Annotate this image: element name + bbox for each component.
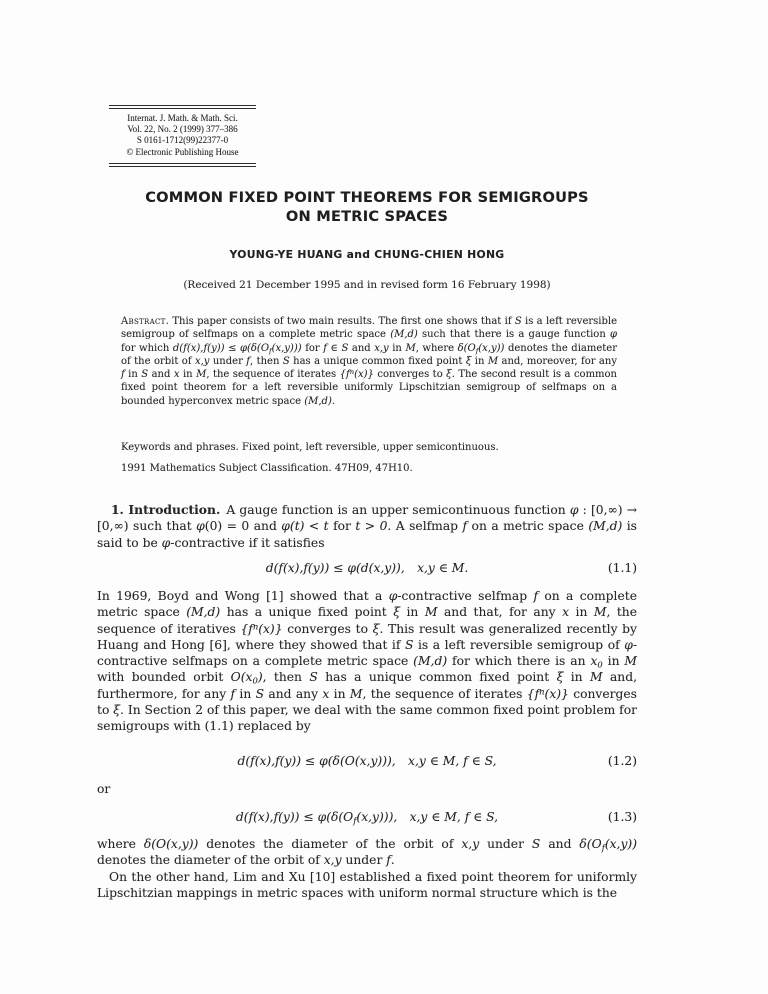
title-line-2: ON METRIC SPACES — [285, 207, 449, 225]
equation-1-2-body: d(f(x),f(y)) ≤ φ(δ(O(x,y))), x,y ∈ M, f ∈ S, — [237, 754, 497, 768]
equation-1-3-body: $d(f(x),f(y)) \le \varphi(\delta(O_f(x,y)))$, x,y ∈ M, f ∈ S, — [235, 810, 499, 826]
journal-header-box — [109, 105, 256, 167]
journal-publisher: © Electronic Publishing House — [126, 146, 239, 157]
equation-1-3 — [97, 810, 637, 828]
journal-name: Internat. J. Math. & Math. Sci. — [127, 112, 238, 123]
paragraph-boyd-wong: In 1969, Boyd and Wong [1] showed that a φ-contractive selfmap f on a complete metric space (M,d) has a unique fixed point ξ in M and that, for any x in M, the sequence of iteratives $\{f^n(x)\}$ converges to ξ. This result was generalized recently by Huang and Hong [6], where they showed that if S is a left reversible semigroup of φ-contractive selfmaps on a complete metric space (M,d) for which there is an $x_0$ in M with bounded orbit $O(x_0)$, then S has a unique common fixed point ξ in M and, furthermore, for any f in S and any x in M, the sequence of iterates $\{f^n(x)\}$ converges to ξ. In Section 2 of this paper, we deal with the same common fixed point problem for semigroups with (1.1) replaced by — [97, 589, 638, 734]
journal-info — [109, 109, 256, 164]
keywords-line: Keywords and phrases. Fixed point, left reversible, upper semicontinuous. — [121, 442, 499, 453]
equation-1-2 — [97, 754, 637, 772]
msc-line: 1991 Mathematics Subject Classification. 47H09, 47H10. — [121, 463, 413, 474]
paragraph-other-hand: On the other hand, Lim and Xu [10] established a fixed point theorem for uniformly Lipschitzian mappings in metric spaces with uniform normal structure which is the — [97, 870, 637, 901]
paper-title — [97, 189, 637, 226]
received-line: (Received 21 December 1995 and in revised form 16 February 1998) — [183, 279, 551, 291]
equation-1-1 — [97, 561, 637, 579]
equation-1-1-body: d(f(x),f(y)) ≤ φ(d(x,y)), x,y ∈ M. — [265, 561, 469, 575]
equation-1-3-number: (1.3) — [607, 810, 637, 824]
equation-1-2-number: (1.2) — [607, 754, 637, 768]
journal-issn-code: S 0161-1712(99)22377-0 — [136, 135, 229, 146]
title-line-1: COMMON FIXED POINT THEOREMS FOR SEMIGROUPS — [145, 189, 589, 206]
authors-line: YOUNG-YE HUANG and CHUNG-CHIEN HONG — [229, 248, 505, 261]
paragraph-introduction: 1. Introduction. A gauge function is an upper semicontinuous function φ : [0,∞) → [0,∞) such that φ(0) = 0 and φ(t) < t for t > 0. A selfmap f on a metric space (M,d) is said to be φ-contractive if it satisfies — [97, 502, 637, 550]
double-rule-bottom — [109, 163, 256, 167]
equation-1-1-number: (1.1) — [607, 561, 637, 575]
abstract-text: Abstract. This paper consists of two main results. The first one shows that if S is a left reversible semigroup of selfmaps on a complete metric space (M,d) such that there is a gauge function φ for which $d(f(x),f(y)) \le \varphi(\delta(O_f(x,y)))$ for f ∈ S and x,y in M, where $\delta(O_f(x,y))$ denotes the diameter of the orbit of x,y under f, then S has a unique common fixed point ξ in M and, moreover, for any f in S and x in M, the sequence of iterates $\{f^n(x)\}$ converges to ξ. The second result is a common fixed point theorem for a left reversible uniformly Lipschitzian semigroup of selfmaps on a bounded hyperconvex metric space (M,d). — [121, 316, 617, 407]
paragraph-where: where δ(O(x,y)) denotes the diameter of the orbit of x,y under S and $\delta(O_f(x,y))$ denotes the diameter of the orbit of x,y under f. — [97, 837, 637, 868]
journal-volume: Vol. 22, No. 2 (1999) 377–386 — [127, 123, 238, 134]
connector-or: or — [97, 782, 111, 796]
